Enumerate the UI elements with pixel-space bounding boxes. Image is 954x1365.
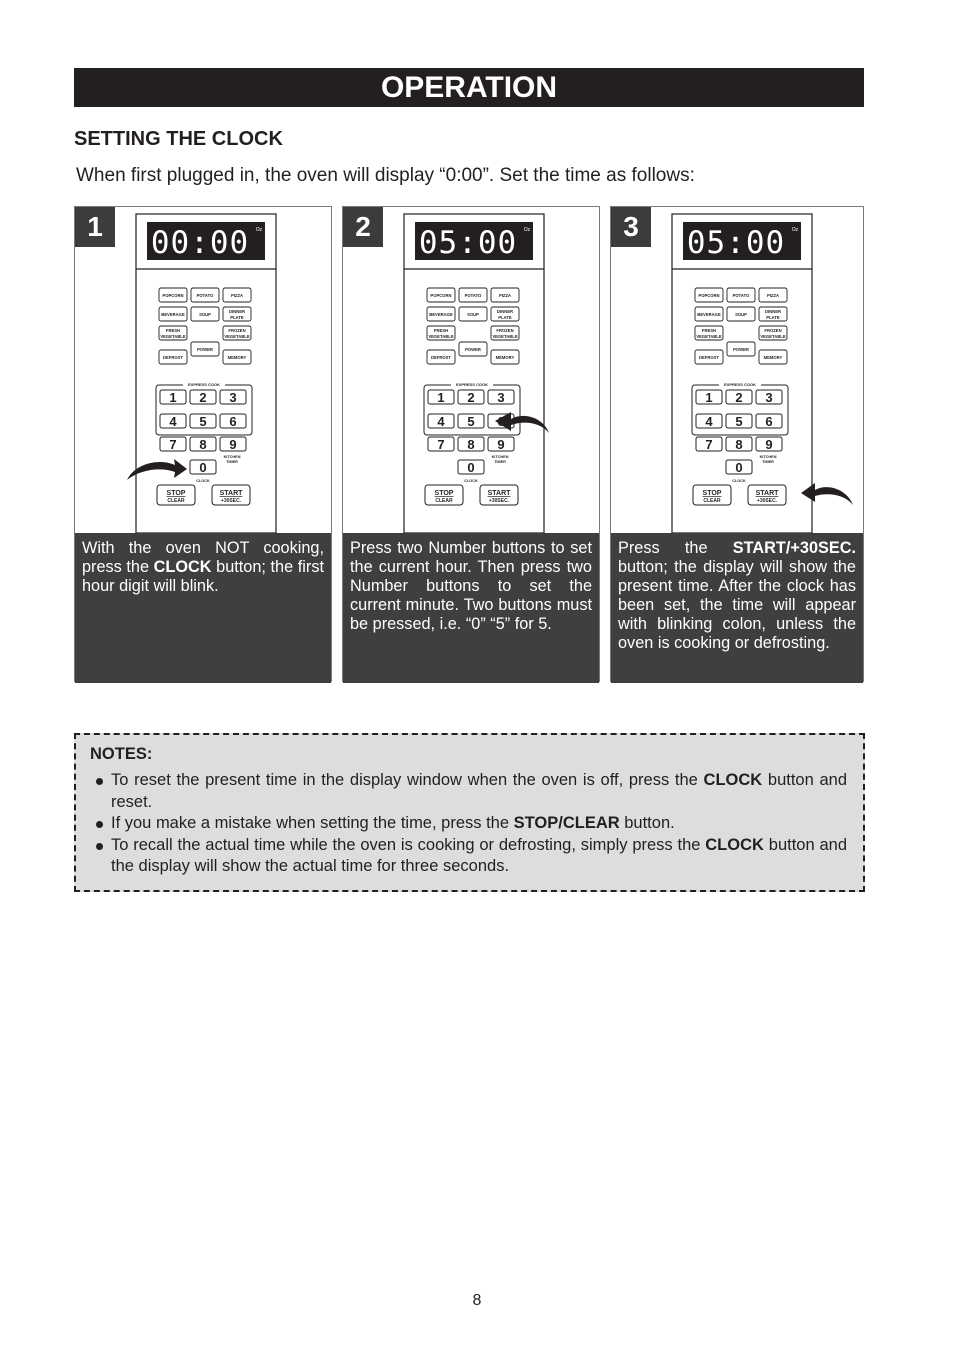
- note-text-end: button and the display will show the actual time for three seconds.: [111, 835, 847, 875]
- button-label: VEGETABLE: [760, 334, 786, 339]
- button-label: SOUP: [467, 312, 479, 317]
- step-panel-2: [342, 206, 600, 682]
- button-label: PIZZA: [498, 293, 512, 298]
- button-label: PLATE: [230, 315, 244, 320]
- button-label: POTATO: [196, 293, 214, 298]
- button-label: POPCORN: [430, 293, 452, 298]
- note-text: To recall the actual time while the oven is cooking or defrosting, simply press the: [111, 835, 706, 854]
- bullet-icon: [96, 821, 103, 828]
- button-label: +30SEC.: [488, 498, 510, 504]
- step-number: 1: [75, 207, 115, 247]
- button-label: START: [219, 490, 243, 497]
- number-button-label: 9: [497, 437, 505, 452]
- control-panel-frame: [672, 214, 812, 533]
- number-button-label: 4: [169, 414, 177, 429]
- caption-text-end: button; the display will show the present time. After the clock has been set, the time will appear with blinking colon, unless the oven is cooking or defrosting.: [618, 558, 856, 652]
- display-unit: Oz: [255, 227, 263, 233]
- note-text-end: button.: [619, 814, 675, 832]
- note-text: To reset the present time in the display window when the oven is off, press the: [111, 771, 704, 789]
- display-unit: Oz: [791, 227, 799, 233]
- button-label: POTATO: [732, 293, 750, 298]
- note-item: [90, 770, 847, 813]
- kitchen-timer-label: KITCHEN: [491, 455, 509, 459]
- notes-list: [90, 770, 847, 878]
- express-cook-label: EXPRESS COOK: [455, 382, 489, 387]
- step-number: 2: [343, 207, 383, 247]
- number-button-label: 8: [735, 437, 743, 452]
- button-label: DEFROST: [430, 355, 452, 360]
- number-button-label: 1: [169, 390, 177, 405]
- button-label: STOP: [166, 490, 186, 497]
- button-label: BEVERAGE: [697, 312, 721, 317]
- number-button-label: 1: [437, 390, 445, 405]
- number-button-label: 7: [437, 437, 445, 452]
- bullet-icon: [96, 843, 103, 850]
- button-label: CLEAR: [167, 498, 185, 504]
- button-label: FROZEN: [764, 328, 782, 333]
- display-unit: Oz: [523, 227, 531, 233]
- step-panel-3: [610, 206, 864, 682]
- intro-text: When first plugged in, the oven will display “0:00”. Set the time as follows:: [76, 165, 695, 186]
- number-button-label: 7: [169, 437, 177, 452]
- step-number: 3: [611, 207, 651, 247]
- clock-label: CLOCK: [196, 479, 210, 483]
- express-cook-label: EXPRESS COOK: [723, 382, 757, 387]
- button-label: DINNER: [764, 309, 782, 314]
- notes-box: [74, 733, 865, 892]
- button-label: POWER: [465, 347, 481, 352]
- button-label: FROZEN: [228, 328, 246, 333]
- number-button-label: 9: [229, 437, 237, 452]
- button-label: DINNER: [496, 309, 514, 314]
- button-label: MEMORY: [227, 355, 247, 360]
- button-label: VEGETABLE: [224, 334, 250, 339]
- kitchen-timer-label: KITCHEN: [759, 455, 777, 459]
- caption-bold: CLOCK: [153, 558, 212, 576]
- display-digits: 05:00: [686, 225, 786, 261]
- button-label: POPCORN: [162, 293, 184, 298]
- button-label: VEGETABLE: [492, 334, 518, 339]
- button-label: POTATO: [464, 293, 482, 298]
- note-bold: CLOCK: [705, 835, 764, 854]
- caption-text: With the oven NOT cooking, press the: [82, 539, 324, 576]
- button-label: CLEAR: [435, 498, 453, 504]
- button-label: VEGETABLE: [428, 334, 454, 339]
- button-label: VEGETABLE: [696, 334, 722, 339]
- note-text-end: button and reset.: [111, 771, 847, 811]
- number-button-label: 2: [735, 390, 743, 405]
- control-panel-illustration: [75, 207, 333, 533]
- step-caption: [611, 533, 863, 683]
- button-label: STOP: [702, 490, 722, 497]
- note-bold: CLOCK: [703, 771, 763, 789]
- button-label: FROZEN: [496, 328, 514, 333]
- button-label: SOUP: [199, 312, 211, 317]
- note-bold: STOP/CLEAR: [513, 814, 620, 832]
- button-label: PLATE: [766, 315, 780, 320]
- number-button-label: 0: [199, 460, 207, 475]
- number-button-label: 0: [735, 460, 743, 475]
- bullet-icon: [96, 778, 103, 785]
- step-caption: [75, 533, 331, 683]
- button-label: DEFROST: [698, 355, 720, 360]
- button-label: CLEAR: [703, 498, 721, 504]
- button-label: VEGETABLE: [160, 334, 186, 339]
- button-label: +30SEC.: [756, 498, 778, 504]
- control-panel-frame: [136, 214, 276, 533]
- number-button-label: 3: [497, 390, 505, 405]
- clock-label: CLOCK: [464, 479, 478, 483]
- number-button-label: 7: [705, 437, 713, 452]
- number-button-label: 5: [735, 414, 743, 429]
- note-item: [90, 835, 847, 878]
- button-label: POWER: [197, 347, 213, 352]
- button-label: MEMORY: [763, 355, 783, 360]
- caption-text-end: button; the first hour digit will blink.: [82, 558, 324, 595]
- button-label: BEVERAGE: [161, 312, 185, 317]
- caption-bold: START/+30SEC.: [732, 539, 856, 557]
- number-button-label: 2: [467, 390, 475, 405]
- button-label: +30SEC.: [220, 498, 242, 504]
- banner-title: OPERATION: [380, 71, 558, 104]
- button-label: FRESH: [433, 328, 449, 333]
- button-label: START: [487, 490, 511, 497]
- button-label: DEFROST: [162, 355, 184, 360]
- button-label: SOUP: [735, 312, 747, 317]
- control-panel-frame: [404, 214, 544, 533]
- kitchen-timer-label: KITCHEN: [223, 455, 241, 459]
- control-panel-illustration: [343, 207, 601, 533]
- step-panel-1: [74, 206, 332, 682]
- display-digits: 00:00: [150, 225, 250, 261]
- section-title: SETTING THE CLOCK: [74, 128, 283, 150]
- number-button-label: 3: [229, 390, 237, 405]
- button-label: PIZZA: [766, 293, 780, 298]
- kitchen-timer-label: TIMER: [226, 460, 238, 464]
- button-label: POWER: [733, 347, 749, 352]
- page-number: 8: [472, 1292, 482, 1309]
- number-button-label: 6: [229, 414, 237, 429]
- page-banner: [74, 68, 864, 107]
- caption-text: Press two Number buttons to set the current hour. Then press two Number buttons to set the current minute. Two buttons must be pressed, i.e. “0” “5” for 5.: [350, 539, 592, 633]
- number-button-label: 9: [765, 437, 773, 452]
- kitchen-timer-label: TIMER: [762, 460, 774, 464]
- caption-text: Press the: [618, 539, 733, 557]
- button-label: BEVERAGE: [429, 312, 453, 317]
- button-label: POPCORN: [698, 293, 720, 298]
- button-label: FRESH: [165, 328, 181, 333]
- number-button-label: 4: [437, 414, 445, 429]
- number-button-label: 4: [705, 414, 713, 429]
- button-label: MEMORY: [495, 355, 515, 360]
- step-caption: [343, 533, 599, 683]
- button-label: FRESH: [701, 328, 717, 333]
- button-label: DINNER: [228, 309, 246, 314]
- number-button-label: 6: [765, 414, 773, 429]
- number-button-label: 5: [467, 414, 475, 429]
- express-cook-label: EXPRESS COOK: [187, 382, 221, 387]
- display-digits: 05:00: [418, 225, 518, 261]
- note-item: [90, 813, 847, 835]
- number-button-label: 5: [199, 414, 207, 429]
- button-label: START: [755, 490, 779, 497]
- control-panel-illustration: [611, 207, 865, 533]
- clock-label: CLOCK: [732, 479, 746, 483]
- kitchen-timer-label: TIMER: [494, 460, 506, 464]
- number-button-label: 8: [199, 437, 207, 452]
- number-button-label: 0: [467, 460, 475, 475]
- button-label: PIZZA: [230, 293, 244, 298]
- button-label: STOP: [434, 490, 454, 497]
- note-text: If you make a mistake when setting the time, press the: [111, 814, 514, 832]
- number-button-label: 3: [765, 390, 773, 405]
- notes-title: NOTES:: [90, 745, 153, 763]
- number-button-label: 8: [467, 437, 475, 452]
- button-label: PLATE: [498, 315, 512, 320]
- number-button-label: 1: [705, 390, 713, 405]
- number-button-label: 2: [199, 390, 207, 405]
